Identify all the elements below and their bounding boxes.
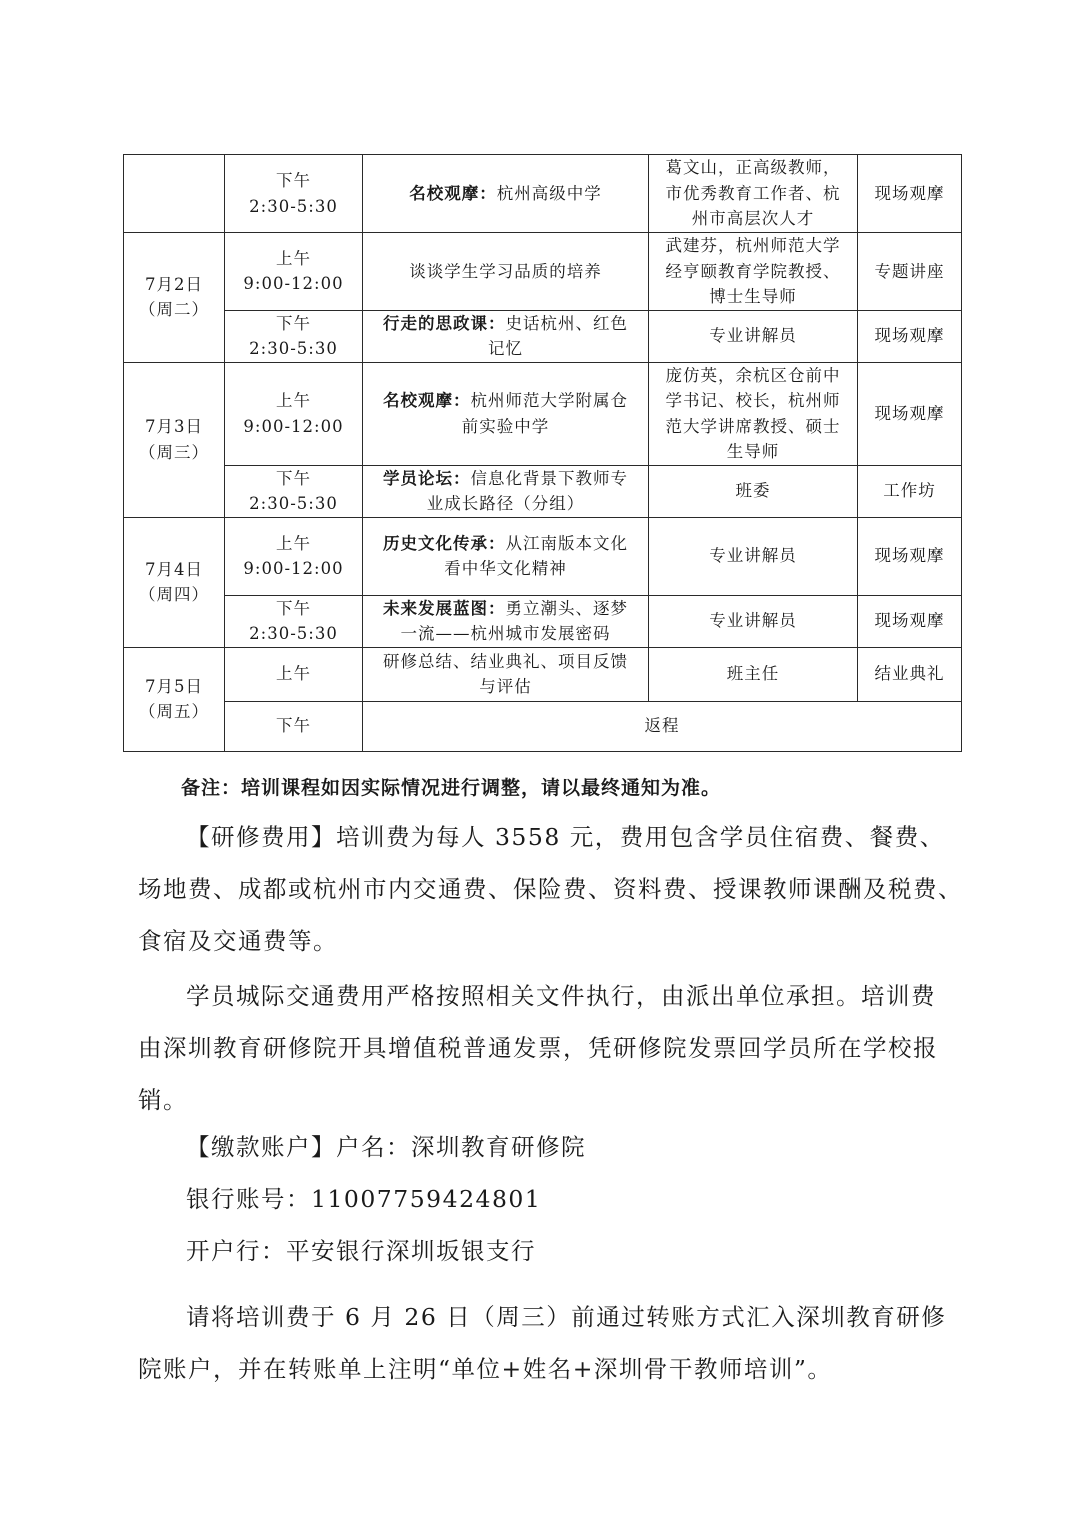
time-cell: 上午 [225, 647, 363, 701]
content-cell: 历史文化传承：从江南版本文化 看中华文化精神 [363, 517, 649, 595]
content-cell: 研修总结、结业典礼、项目反馈 与评估 [363, 647, 649, 701]
table-row [124, 595, 962, 647]
speaker-cell: 庞仿英，余杭区仓前中 学书记、校长，杭州师 范大学讲席教授、硕士 生导师 [649, 362, 858, 465]
time-cell: 下午 2:30-5:30 [225, 155, 363, 233]
table-row [124, 701, 962, 751]
speaker-cell: 专业讲解员 [649, 310, 858, 362]
account-bank: 开户行：平安银行深圳坂银支行 [186, 1237, 536, 1265]
date-cell: 7月5日 （周五） [124, 647, 225, 751]
speaker-cell: 武建芬，杭州师范大学 经亨颐教育学院教授、 博士生导师 [649, 233, 858, 311]
time-cell: 下午 2:30-5:30 [225, 310, 363, 362]
form-cell: 现场观摩 [858, 595, 962, 647]
table-row [124, 362, 962, 465]
table-row [124, 310, 962, 362]
form-cell: 现场观摩 [858, 155, 962, 233]
table-row [124, 647, 962, 701]
time-cell: 下午 [225, 701, 363, 751]
speaker-cell: 专业讲解员 [649, 517, 858, 595]
content-cell: 名校观摩：杭州师范大学附属仓 前实验中学 [363, 362, 649, 465]
date-cell: 7月2日 （周二） [124, 233, 225, 363]
account-number: 银行账号：11007759424801 [186, 1185, 542, 1213]
table-row [124, 233, 962, 311]
time-cell: 下午 2:30-5:30 [225, 595, 363, 647]
content-cell: 学员论坛：信息化背景下教师专 业成长路径（分组） [363, 465, 649, 517]
time-cell: 上午 9:00-12:00 [225, 517, 363, 595]
speaker-cell: 葛文山，正高级教师， 市优秀教育工作者、杭 州市高层次人才 [649, 155, 858, 233]
account-name: 【缴款账户】户名：深圳教育研修院 [186, 1133, 586, 1161]
content-cell: 行走的思政课：史话杭州、红色 记忆 [363, 310, 649, 362]
schedule-note: 备注：培训课程如因实际情况进行调整，请以最终通知为准。 [181, 777, 722, 799]
table-row [124, 155, 962, 233]
return-cell: 返程 [363, 701, 962, 751]
fee-paragraph: 【研修费用】培训费为每人 3558 元，费用包含学员住宿费、餐费、 场地费、成都或杭州市内交通费、保险费、资料费、授课教师课酬及税费、 食宿及交通费等。 [138, 823, 963, 955]
form-cell: 结业典礼 [858, 647, 962, 701]
speaker-cell: 班委 [649, 465, 858, 517]
time-cell: 下午 2:30-5:30 [225, 465, 363, 517]
content-cell: 名校观摩：杭州高级中学 [363, 155, 649, 233]
date-cell [124, 155, 225, 233]
time-cell: 上午 9:00-12:00 [225, 362, 363, 465]
payment-paragraph: 请将培训费于 6 月 26 日（周三）前通过转账方式汇入深圳教育研修 院账户，并在转账单上注明“单位+姓名+深圳骨干教师培训”。 [138, 1303, 947, 1383]
content-cell: 谈谈学生学习品质的培养 [363, 233, 649, 311]
speaker-cell: 班主任 [649, 647, 858, 701]
form-cell: 现场观摩 [858, 362, 962, 465]
table-row [124, 465, 962, 517]
form-cell: 现场观摩 [858, 310, 962, 362]
account-paragraph [138, 1121, 953, 1277]
date-cell: 7月3日 （周三） [124, 362, 225, 517]
speaker-cell: 专业讲解员 [649, 595, 858, 647]
form-cell: 专题讲座 [858, 233, 962, 311]
time-cell: 上午 9:00-12:00 [225, 233, 363, 311]
transport-paragraph: 学员城际交通费用严格按照相关文件执行，由派出单位承担。培训费 由深圳教育研修院开具增值税普通发票，凭研修院发票回学员所在学校报 销。 [138, 982, 938, 1114]
form-cell: 工作坊 [858, 465, 962, 517]
schedule-table [123, 154, 962, 752]
form-cell: 现场观摩 [858, 517, 962, 595]
date-cell: 7月4日 （周四） [124, 517, 225, 647]
table-row [124, 517, 962, 595]
content-cell: 未来发展蓝图：勇立潮头、逐梦 一流——杭州城市发展密码 [363, 595, 649, 647]
